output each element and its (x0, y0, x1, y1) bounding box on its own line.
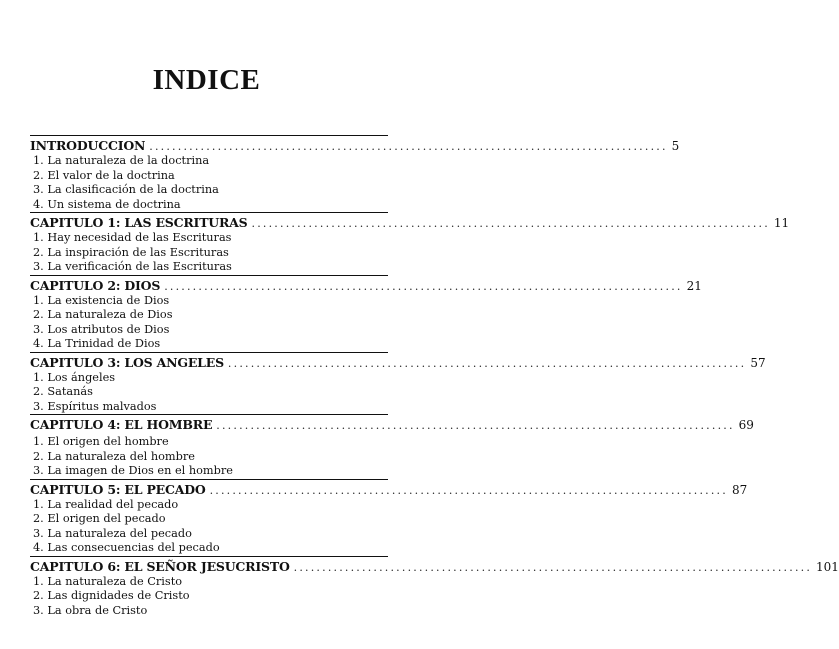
chapter-heading (30, 481, 748, 498)
chapter-title: CAPITULO 4: EL HOMBRE (30, 417, 213, 432)
chapter-page-number: 5 (671, 139, 680, 153)
subsection-item: 1. Los ángeles (33, 370, 116, 384)
dot-leader: ........................................................................................... (164, 279, 683, 293)
subsection-list (30, 498, 388, 556)
section-divider (30, 212, 388, 213)
subsection-item: 4. La Trinidad de Dios (33, 337, 161, 350)
chapter-page-number: 11 (773, 216, 790, 230)
toc-section (30, 135, 680, 212)
section-divider (30, 275, 388, 276)
subsection-item: 3. Espíritus malvados (33, 399, 157, 413)
subsection-list (30, 231, 388, 275)
section-divider (30, 135, 388, 136)
toc-section (30, 556, 839, 619)
dot-leader: ........................................................................................... (216, 419, 735, 432)
subsection-item: 2. El valor de la doctrina (33, 168, 175, 182)
dot-leader: ........................................................................................... (209, 483, 728, 497)
subsection-list (30, 575, 388, 619)
subsection-item: 2. El origen del pecado (33, 512, 166, 525)
chapter-heading (30, 354, 766, 371)
chapter-title: CAPITULO 3: LOS ANGELES (30, 354, 224, 370)
subsection-item: 3. La verificación de las Escrituras (33, 260, 232, 273)
subsection-item: 1. La existencia de Dios (33, 293, 170, 307)
chapter-page-number: 69 (738, 418, 754, 432)
toc-section (30, 414, 754, 479)
dot-leader: ........................................................................................... (293, 560, 813, 574)
subsection-item: 2. La naturaleza del hombre (33, 449, 195, 463)
chapter-title: CAPITULO 1: LAS ESCRITURAS (30, 215, 248, 230)
section-divider (30, 479, 388, 480)
chapter-heading (30, 277, 702, 294)
page-title: INDICE (152, 64, 261, 96)
toc-section (30, 212, 790, 275)
subsection-item: 4. Las consecuencias del pecado (33, 541, 220, 554)
subsection-list (30, 371, 388, 415)
chapter-heading (30, 214, 790, 231)
subsection-item: 1. El origen del hombre (33, 435, 169, 448)
chapter-title: INTRODUCCION (30, 138, 146, 153)
subsection-list (30, 435, 388, 479)
subsection-item: 3. La obra de Cristo (33, 603, 148, 617)
chapter-page-number: 21 (686, 278, 702, 293)
subsection-item: 2. Satanás (33, 385, 93, 398)
chapter-heading (30, 416, 754, 433)
subsection-item: 3. La clasificación de la doctrina (33, 183, 219, 196)
subsection-item: 2. Las dignidades de Cristo (33, 589, 190, 602)
chapter-page-number: 101 (816, 559, 839, 574)
section-divider (30, 556, 388, 557)
subsection-item: 4. Un sistema de doctrina (33, 197, 181, 211)
toc-section (30, 275, 702, 352)
section-divider (30, 414, 388, 415)
chapter-title: CAPITULO 6: EL SEÑOR JESUCRISTO (30, 558, 290, 574)
subsection-item: 1. La naturaleza de la doctrina (33, 154, 210, 167)
section-divider (30, 352, 388, 353)
toc-section (30, 352, 766, 415)
subsection-item: 3. La imagen de Dios en el hombre (33, 464, 233, 477)
chapter-title: CAPITULO 5: EL PECADO (30, 481, 206, 497)
table-of-contents (30, 135, 839, 618)
chapter-title: CAPITULO 2: DIOS (30, 277, 161, 293)
subsection-item: 1. La realidad del pecado (33, 497, 179, 511)
subsection-item: 3. La naturaleza del pecado (33, 526, 192, 540)
subsection-list (30, 154, 388, 212)
subsection-item: 2. La inspiración de las Escrituras (33, 245, 229, 259)
chapter-heading (30, 137, 680, 154)
chapter-heading (30, 558, 839, 575)
subsection-item: 2. La naturaleza de Dios (33, 308, 173, 321)
dot-leader: ........................................................................................... (149, 140, 668, 153)
dot-leader: ........................................................................................... (251, 217, 770, 230)
dot-leader: ........................................................................................... (227, 356, 747, 370)
toc-section (30, 479, 748, 556)
subsection-list (30, 294, 388, 352)
subsection-item: 1. La naturaleza de Cristo (33, 574, 183, 588)
chapter-page-number: 57 (750, 355, 766, 370)
chapter-page-number: 87 (731, 482, 748, 497)
subsection-item: 1. Hay necesidad de las Escrituras (33, 231, 232, 244)
subsection-item: 3. Los atributos de Dios (33, 322, 170, 336)
